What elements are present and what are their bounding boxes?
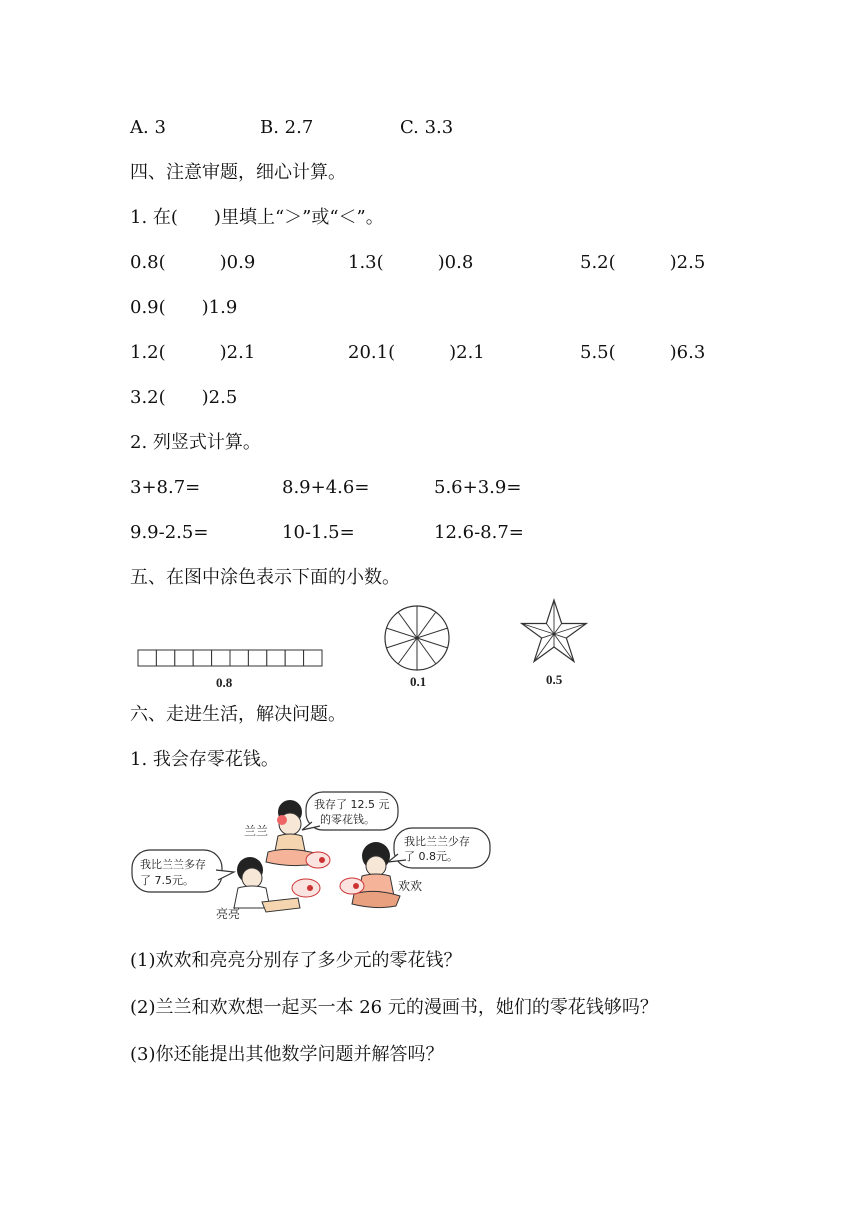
- section5-title: 五、在图中涂色表示下面的小数。: [130, 567, 400, 588]
- bar-cell[interactable]: [193, 650, 211, 666]
- q6-1-title: 1. 我会存零花钱。: [130, 749, 279, 770]
- option-a: A. 3: [130, 117, 166, 138]
- bubble-lanlan-line1: 我存了 12.5 元: [314, 798, 390, 811]
- bar-cell[interactable]: [285, 650, 303, 666]
- bubble-huanhuan-line2: 了 0.8元。: [404, 850, 458, 863]
- compare-item: 1.2( )2.1: [130, 342, 256, 363]
- section6-title: 六、走进生活，解决问题。: [130, 704, 346, 725]
- calc-item: 3+8.7=: [130, 477, 201, 498]
- compare-item: 0.8( )0.9: [130, 252, 256, 273]
- calc-item: 5.6+3.9=: [434, 477, 522, 498]
- bar-cell[interactable]: [248, 650, 266, 666]
- compare-item: 5.2( )2.5: [580, 252, 706, 273]
- name-huanhuan: 欢欢: [398, 879, 423, 893]
- bar-cell[interactable]: [230, 650, 248, 666]
- bubble-liangliang-line2: 了 7.5元。: [140, 874, 194, 887]
- speech-bubble-lanlan: [302, 792, 398, 830]
- question-2: (2)兰兰和欢欢想一起买一本 26 元的漫画书，她们的零花钱够吗？: [130, 997, 658, 1018]
- bubble-lanlan-line2: 的零花钱。: [320, 813, 375, 826]
- compare-item: 20.1( )2.1: [348, 342, 485, 363]
- compare-item: 0.9( )1.9: [130, 297, 238, 318]
- question-1: (1)欢欢和亮亮分别存了多少元的零花钱？: [130, 950, 462, 971]
- calc-item: 8.9+4.6=: [282, 477, 370, 498]
- circle-figure[interactable]: [385, 606, 449, 670]
- girl-huanhuan: [352, 842, 400, 908]
- decimal-figures: [130, 598, 610, 690]
- bar-cell[interactable]: [267, 650, 285, 666]
- speech-bubble-liangliang: [132, 850, 234, 892]
- bar-cell[interactable]: [175, 650, 193, 666]
- bar-label: 0.8: [216, 675, 233, 690]
- bar-cell[interactable]: [156, 650, 174, 666]
- name-lanlan: 兰兰: [244, 824, 269, 838]
- section4-title: 四、注意审题，细心计算。: [130, 162, 346, 183]
- question-3: (3)你还能提出其他数学问题并解答吗？: [130, 1044, 444, 1065]
- star-label: 0.5: [546, 672, 563, 687]
- calc-item: 10-1.5=: [282, 522, 355, 543]
- bubble-liangliang-line1: 我比兰兰多存: [140, 858, 206, 871]
- speech-bubble-huanhuan: [388, 828, 490, 868]
- bubble-huanhuan-line1: 我比兰兰少存: [404, 835, 470, 848]
- calc-item: 9.9-2.5=: [130, 522, 209, 543]
- compare-item: 1.3( )0.8: [348, 252, 474, 273]
- savings-illustration: [130, 790, 500, 926]
- calc-item: 12.6-8.7=: [434, 522, 524, 543]
- bar-cell[interactable]: [304, 650, 322, 666]
- bar-cell[interactable]: [212, 650, 230, 666]
- star-figure[interactable]: [522, 600, 587, 662]
- name-liangliang: 亮亮: [216, 907, 241, 921]
- circle-label: 0.1: [410, 674, 427, 689]
- bar-cell[interactable]: [138, 650, 156, 666]
- compare-item: 5.5( )6.3: [580, 342, 706, 363]
- option-b: B. 2.7: [260, 117, 314, 138]
- q1-title: 1. 在( )里填上“＞”或“＜”。: [130, 207, 384, 228]
- bar-grid[interactable]: [138, 650, 322, 666]
- compare-item: 3.2( )2.5: [130, 387, 238, 408]
- q2-title: 2. 列竖式计算。: [130, 432, 261, 453]
- option-c: C. 3.3: [400, 117, 454, 138]
